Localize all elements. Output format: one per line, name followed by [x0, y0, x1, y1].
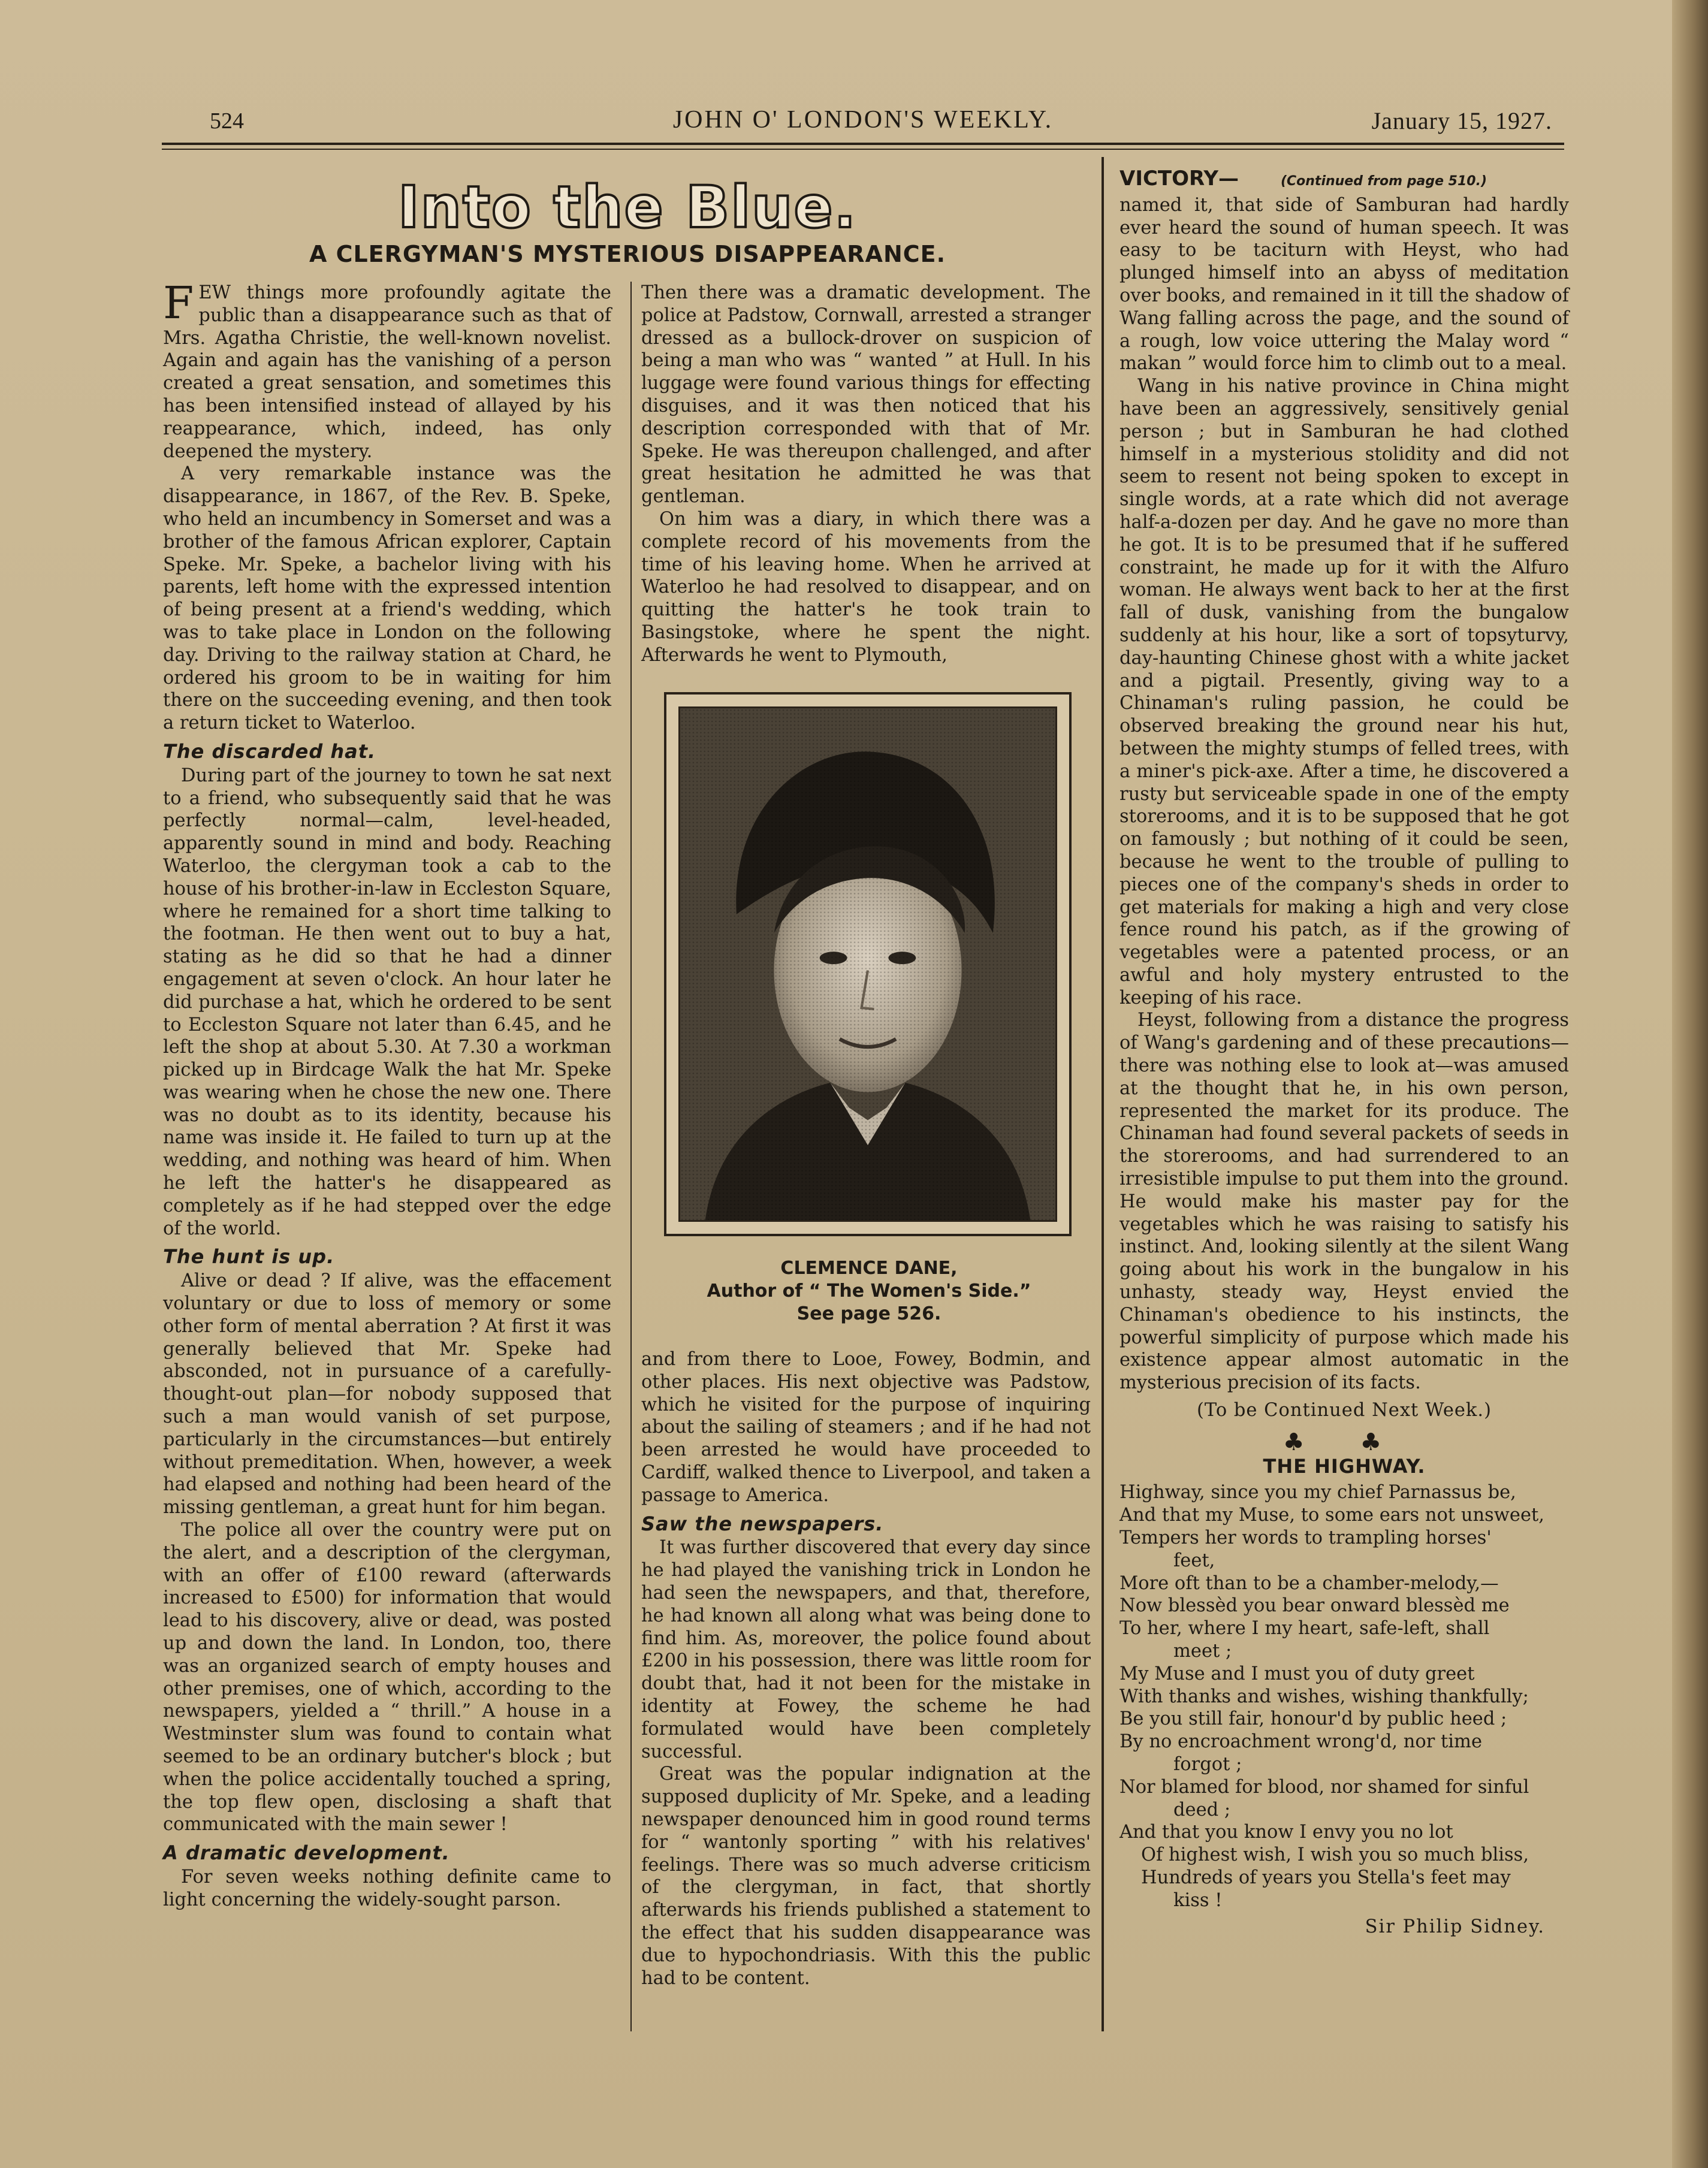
poem-author: Sir Philip Sidney.: [1365, 1916, 1545, 1937]
column-divider-2: [1102, 157, 1104, 2031]
portrait-caption: [641, 1257, 1097, 1325]
paragraph: For seven weeks nothing definite came to light concerning the widely-sought parson.: [163, 1866, 611, 1910]
poem-line: And that you know I envy you no lot: [1119, 1822, 1453, 1843]
article-column-2-top: [641, 282, 1091, 667]
poem-line: My Muse and I must you of duty greet: [1119, 1663, 1475, 1684]
paragraph: and from there to Looe, Fowey, Bodmin, and other places. His next objective was Padstow, which he visited for the purpose of inquiring about the sailing of steamers ; and if he had not been arrested he would have proceeded to Cardiff, walked thence to Liverpool, and taken a passage to America.: [641, 1349, 1091, 1506]
paragraph: On him was a diary, in which there was a complete record of his movements from the time of his leaving home. When he arrived at Waterloo he had resolved to disappear, and on quitting the hatter's he took train to Basingstoke, where he spent the night. Afterwards he went to Plymouth,: [641, 508, 1091, 666]
paragraph: It was further discovered that every day since he had played the vanishing trick in London he had seen the newspapers, and that, therefore, he had known all along what was being done to find him. As, moreover, the police found about £200 in his possession, there was little room for doubt that, had it not been for the mistake in identity at Fowey, the scheme he had formulated would have been completely successful.: [641, 1537, 1091, 1762]
poem-line: By no encroachment wrong'd, nor time: [1119, 1731, 1483, 1753]
poem-line: And that my Muse, to some ears not unsweet,: [1119, 1505, 1544, 1526]
paragraph: Alive or dead ? If alive, was the effacement voluntary or due to loss of memory or some other form of mental aberration ? At first it was generally believed that Mr. Speke had absconded, not in pursuance of a carefully-thought-out plan—for nobody supposed that such a man would vanish of set purpose, particularly in the circumstances—but entirely without premeditation. When, however, a week had elapsed and nothing had been heard of the missing gentleman, a great hunt for him began.: [163, 1270, 611, 1518]
article-column-1: [163, 277, 611, 1912]
poem-line: feet,: [1173, 1550, 1215, 1571]
paragraph: Wang in his native province in China might have been an aggressively, sensitively genial person ; but in Samburan he had clothed himself in a mysterious stolidity and did not seem to resent not being spoken to except in single words, at a rate which did not average half-a-dozen per day. And he gave no more than he got. It is to be presumed that if he suffered constraint, he made up for it with the Alfuro woman. He always went back to her at the first fall of dusk, vanishing from the bungalow suddenly at his hour, like a sort of topsyturvy, day-haunting Chinese ghost with a white jacket and a pigtail. Presently, giving way to a Chinaman's ruling passion, he could be observed breaking the ground near his hut, between the mighty stumps of felled trees, with a miner's pick-axe. After a time, he discovered a rusty but serviceable spade in one of the empty storerooms, and it is to be supposed that he got on famously ; but nothing of it could be seen, because he went to the trouble of pulling to pieces one of the company's sheds in order to get materials for making a high and very close fence round his patch, as if the growing of vegetables were a patented process, or an awful and holy mystery entrusted to the keeping of his race.: [1119, 376, 1569, 1008]
portrait-illustration: [680, 708, 1055, 1220]
poem-line: meet ;: [1173, 1641, 1232, 1662]
paragraph: Great was the popular indignation at the supposed duplicity of Mr. Speke, and a leading newspaper denounced him in good round terms for “ wantonly sporting ” with his relatives' feelings. There was so much adverse criticism of the clergyman, in fact, that shortly afterwards his friends published a statement to the effect that his sudden disappearance was due to hypochondriasis. With this the public had to be content.: [641, 1764, 1091, 1989]
victory-heading: VICTORY—: [1119, 167, 1239, 191]
issue-date: January 15, 1927.: [1371, 107, 1552, 134]
binding-edge: [1672, 0, 1708, 2168]
subheading: A dramatic development.: [163, 1841, 450, 1865]
poem-line: kiss !: [1173, 1889, 1223, 1911]
subheading: The discarded hat.: [163, 739, 376, 763]
poem-line: Now blessèd you bear onward blessèd me: [1119, 1595, 1510, 1617]
caption-line: See page 526.: [796, 1303, 941, 1324]
portrait-frame: [664, 692, 1072, 1236]
page-header: [162, 102, 1564, 138]
continued-note: (Continued from page 510.): [1280, 174, 1487, 189]
poem-body: [1119, 1481, 1569, 1912]
header-rule-thin: [162, 149, 1564, 150]
caption-line: Author of “ The Women's Side.”: [707, 1281, 1031, 1302]
to-be-continued: (To be Continued Next Week.): [1196, 1400, 1492, 1421]
article-title: Into the Blue.: [397, 174, 858, 241]
article-subtitle: A CLERGYMAN'S MYSTERIOUS DISAPPEARANCE.: [309, 241, 946, 267]
poem-line: Hundreds of years you Stella's feet may: [1141, 1867, 1511, 1888]
publication-name: JOHN O' LONDON'S WEEKLY.: [672, 106, 1054, 134]
paragraph: Heyst, following from a distance the progress of Wang's gardening and of these precautions—there was nothing else to look at—was amused at the thought that he, in his own person, represented the market for its produce. The Chinaman had found several packets of seeds in the storerooms, and had surrendered to an irresistible impulse to put them into the ground. He would make his master pay for the vegetables which he was raising to satisfy his instinct. And, looking silently at the silent Wang going about his work in the bungalow in his unhasty, steady way, Heyst envied the Chinaman's obedience to his instincts, the powerful simplicity of purpose which made his existence appear almost automatic in the mysterious precision of its facts.: [1119, 1010, 1569, 1394]
subheading: The hunt is up.: [163, 1245, 335, 1269]
poem-line: With thanks and wishes, wishing thankfully;: [1119, 1686, 1529, 1707]
column-divider-1: [630, 282, 632, 2031]
article-column-2-bottom: [641, 1348, 1091, 1989]
poem-line: Be you still fair, honour'd by public heed ;: [1119, 1708, 1507, 1730]
paragraph: The police all over the country were put on the alert, and a description of the clergyman, with an offer of £100 reward (afterwards increased to £500) for information that would lead to his discovery, alive or dead, was posted up and down the land. In London, too, there was an organized search of empty houses and other premises, one of which, according to the newspapers, yielded a “ thrill.” A house in a Westminster slum was found to contain what seemed to be an ordinary butcher's block ; but when the police accidentally touched a spring, the top flew open, disclosing a shaft that communicated with the main sewer !: [163, 1520, 611, 1835]
ornament-icon: ♣ ♣: [1282, 1428, 1406, 1456]
paragraph: A very remarkable instance was the disappearance, in 1867, of the Rev. B. Speke, who held an incumbency in Somerset and was a brother of the famous African explorer, Captain Speke. Mr. Speke, a bachelor living with his parents, left home with the expressed intention of being present at a friend's wedding, which was to take place in London on the following day. Driving to the railway station at Chard, he ordered his groom to be in waiting for him there on the succeeding evening, and then took a return ticket to Waterloo.: [163, 463, 611, 734]
victory-heading-row: [1119, 168, 1569, 193]
poem-line: Of highest wish, I wish you so much bliss,: [1141, 1844, 1529, 1866]
drop-cap: F: [163, 277, 194, 329]
poem-line: Nor blamed for blood, nor shamed for sinful: [1119, 1776, 1529, 1798]
poem-title: THE HIGHWAY.: [1263, 1454, 1426, 1478]
portrait-photo: [678, 706, 1057, 1222]
victory-column: [1119, 168, 1569, 1938]
poem-line: forgot ;: [1173, 1753, 1242, 1775]
paragraph: During part of the journey to town he sat next to a friend, who subsequently said that he was perfectly normal—calm, level-headed, apparently sound in mind and body. Reaching Waterloo, the clergyman took a cab to the house of his brother-in-law in Eccleston Square, where he remained for a short time talking to the footman. He then went out to buy a hat, stating as he did so that he had a dinner engagement at seven o'clock. An hour later he did purchase a hat, which he ordered to be sent to Eccleston Square not later than 6.45, and he left the shop at about 5.30. At 7.30 a workman picked up in Birdcage Walk the hat Mr. Speke was wearing when he chose the new one. There was no doubt as to its identity, because his name was inside it. He failed to turn up at the wedding, and nothing was heard of him. When he left the hatter's he disappeared as completely as if he had stepped over the edge of the world.: [163, 765, 611, 1239]
paragraph: Then there was a dramatic development. The police at Padstow, Cornwall, arrested a stranger dressed as a bullock-drover on suspicion of being a man who was “ wanted ” at Hull. In his luggage were found various things for effecting disguises, and it was then noticed that his description corresponded with that of Mr. Speke. He was thereupon challenged, and after great hesitation he admitted he was that gentleman.: [641, 282, 1091, 508]
header-rule: [162, 143, 1564, 145]
paragraph: FEW things more profoundly agitate the public than a disappearance such as that of Mrs. Agatha Christie, the well-known novelist. Again and again has the vanishing of a person created a great sensation, and sometimes this has been intensified instead of allayed by his reappearance, which, indeed, has only deepened the mystery.: [163, 277, 611, 462]
poem-line: More oft than to be a chamber-melody,—: [1119, 1572, 1499, 1594]
poem-line: deed ;: [1173, 1799, 1231, 1820]
page-number: 524: [210, 108, 244, 134]
poem-line: Highway, since you my chief Parnassus be,: [1119, 1482, 1516, 1503]
poem-line: To her, where I my heart, safe-left, shall: [1119, 1618, 1490, 1639]
caption-name: CLEMENCE DANE,: [780, 1258, 958, 1279]
poem-line: Tempers her words to trampling horses': [1119, 1527, 1492, 1549]
paragraph: named it, that side of Samburan had hardly ever heard the sound of human speech. It was easy to be taciturn with Heyst, who had plunged himself into an abyss of meditation over books, and remained in it till the shadow of Wang falling across the page, and the sound of a rough, low voice uttering the Malay word “ makan ” would force him to climb out to a meal.: [1119, 194, 1569, 375]
subheading: Saw the newspapers.: [641, 1512, 884, 1535]
